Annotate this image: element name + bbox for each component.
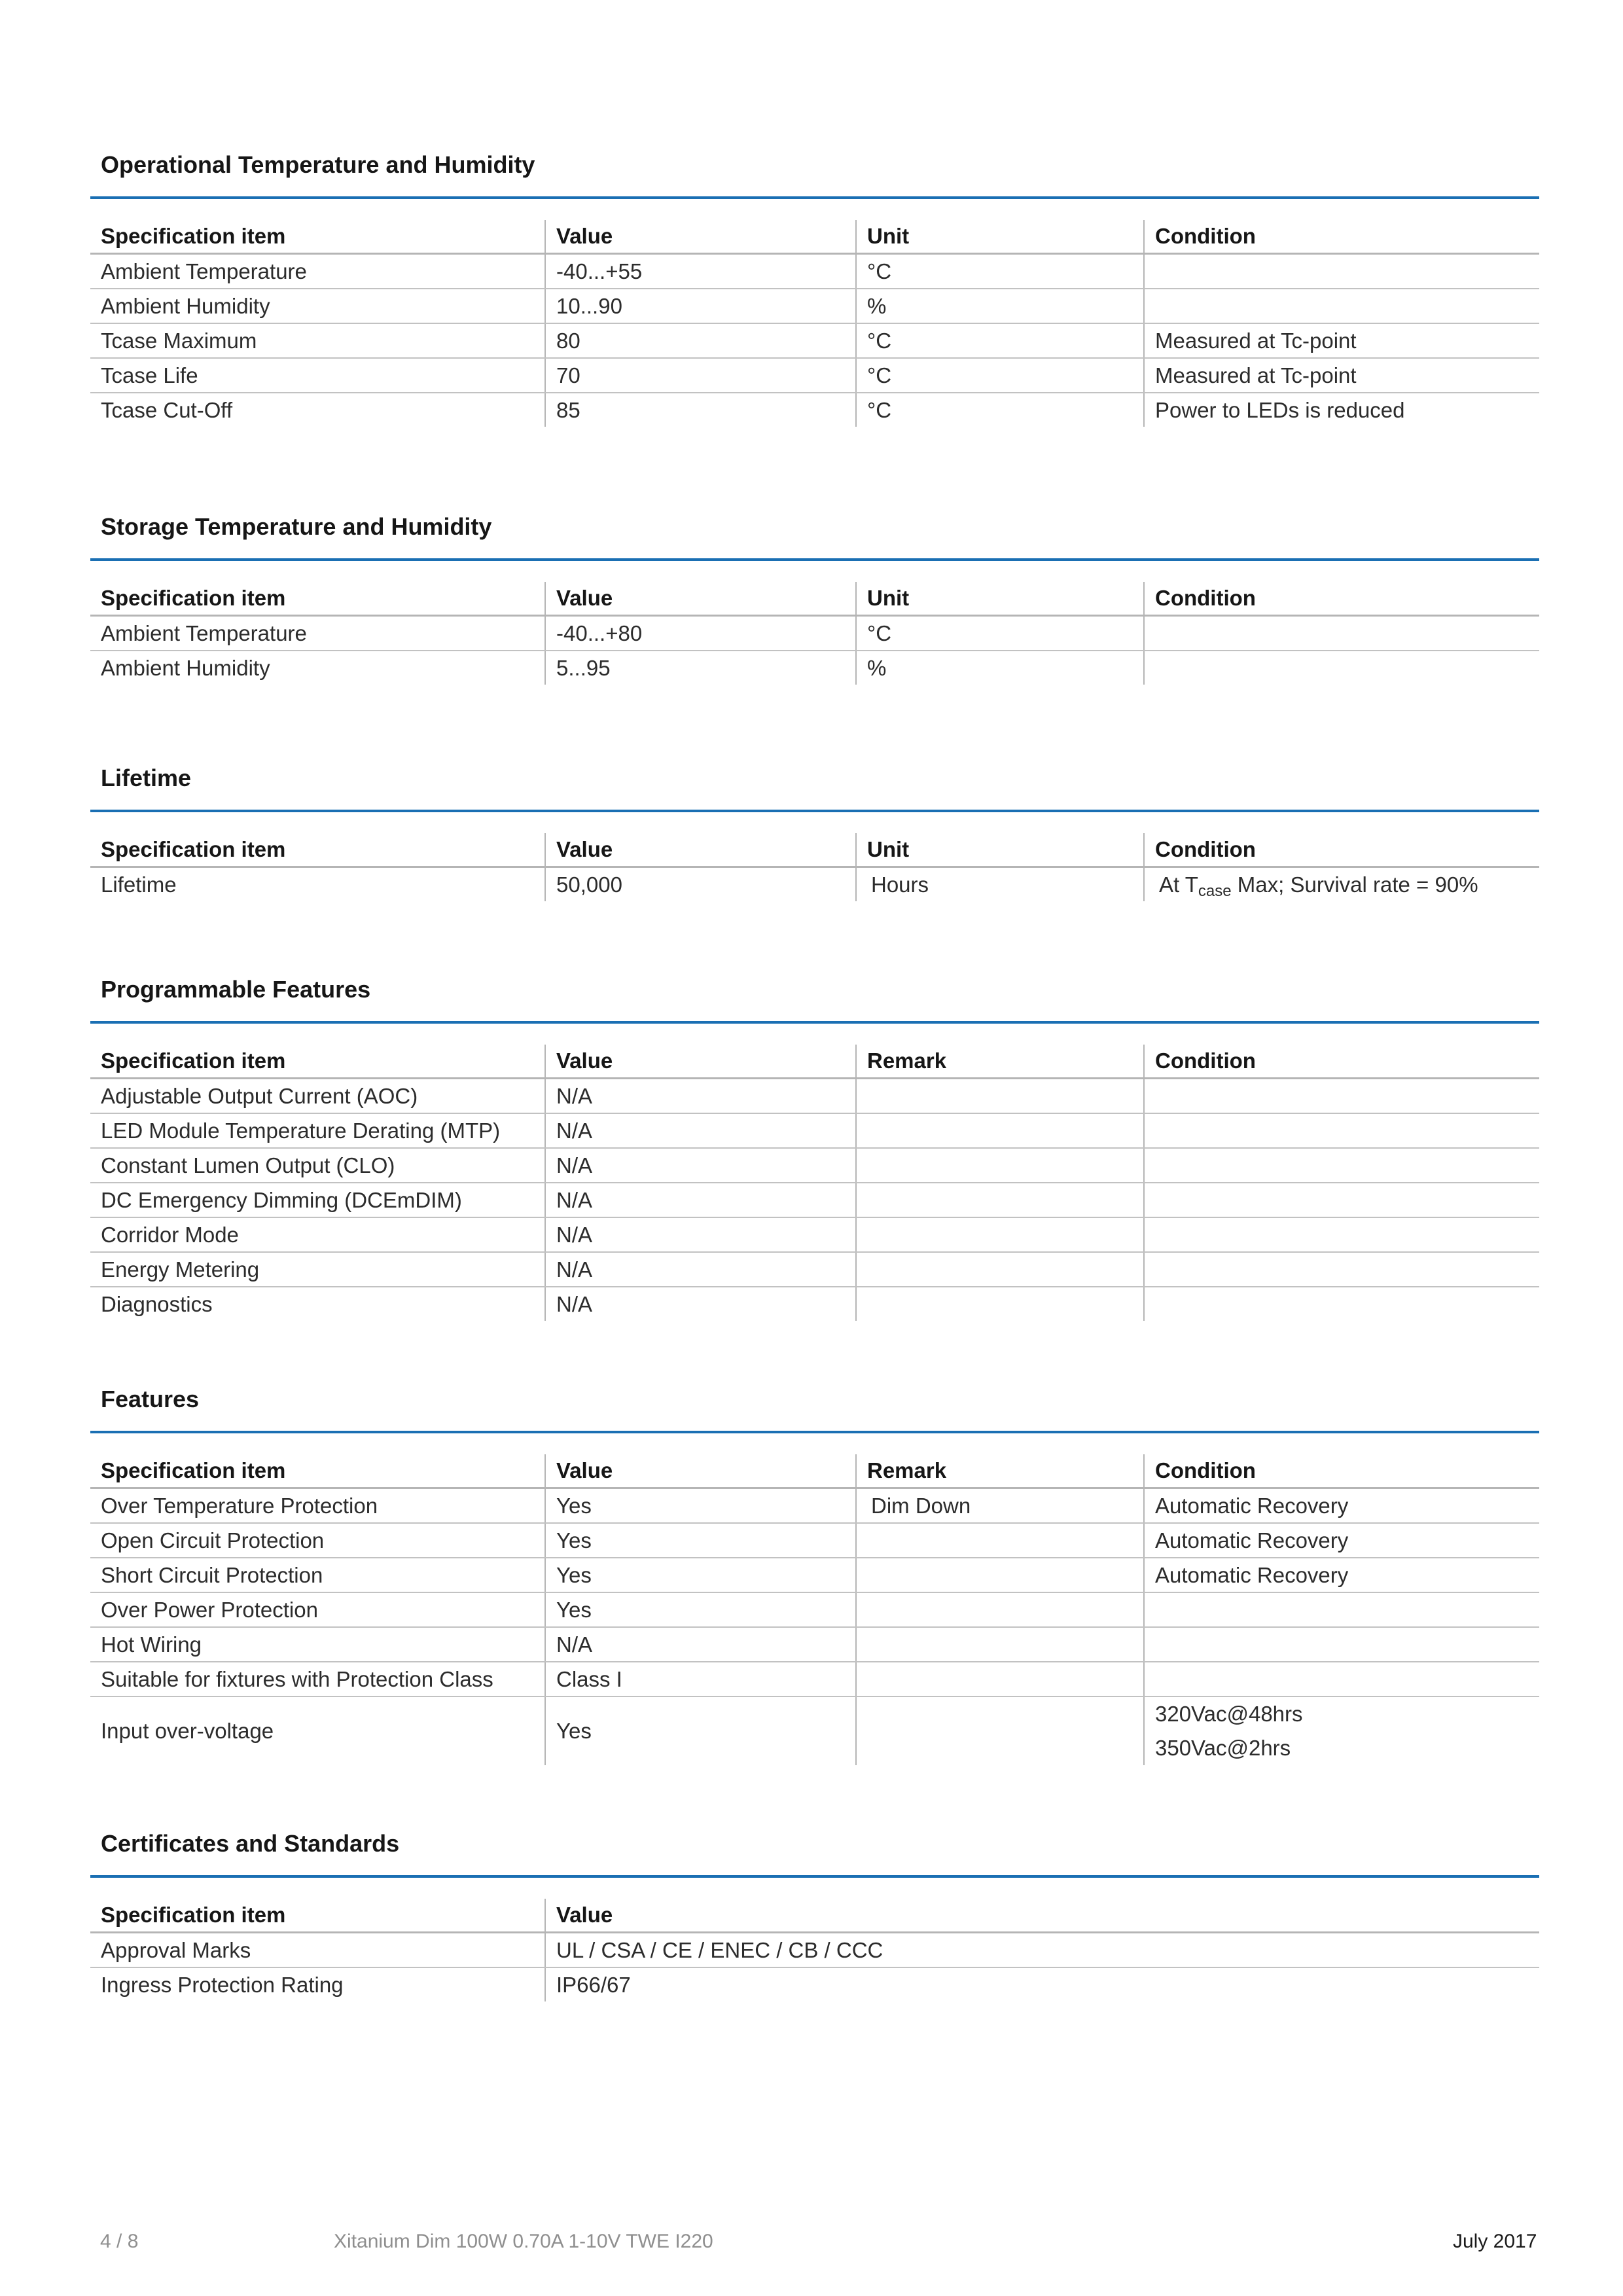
- spec-remark: [856, 1592, 1144, 1627]
- table-header-row: [90, 220, 1539, 254]
- spec-value: -40...+80: [545, 616, 856, 651]
- column-header: Unit: [856, 833, 1144, 867]
- column-header: Specification item: [90, 1899, 545, 1933]
- table-header-row: [90, 1045, 1539, 1079]
- spec-condition: [1144, 254, 1539, 289]
- table-row: [90, 867, 1539, 902]
- spec-value: N/A: [545, 1287, 856, 1321]
- spec-value: 50,000: [545, 867, 856, 902]
- certificates-table: [90, 1899, 1539, 2001]
- spec-unit: %: [856, 289, 1144, 323]
- column-header: Condition: [1144, 833, 1539, 867]
- column-header: Specification item: [90, 833, 545, 867]
- lifetime-table: [90, 833, 1539, 901]
- spec-remark: Dim Down: [856, 1488, 1144, 1524]
- operational-table: [90, 220, 1539, 427]
- section-divider: [90, 1875, 1539, 1878]
- spec-value: 70: [545, 358, 856, 393]
- column-header: Value: [545, 1454, 856, 1488]
- condition-suffix: Max; Survival rate = 90%: [1231, 872, 1478, 897]
- spec-item: Ambient Humidity: [101, 655, 270, 680]
- table-row: [90, 1523, 1539, 1558]
- table-row: [90, 1662, 1539, 1696]
- spec-unit: °C: [856, 393, 1144, 427]
- section-title: Lifetime: [101, 764, 192, 791]
- spec-remark: [856, 1113, 1144, 1148]
- spec-item: Lifetime: [101, 872, 177, 897]
- spec-value: UL / CSA / CE / ENEC / CB / CCC: [545, 1933, 1539, 1968]
- spec-value: N/A: [545, 1148, 856, 1183]
- table-row: [90, 1113, 1539, 1148]
- spec-item: Over Power Protection: [90, 1592, 545, 1627]
- table-row: [90, 1558, 1539, 1592]
- spec-item: Ambient Humidity: [90, 289, 545, 323]
- table-row: [90, 393, 1539, 427]
- spec-item: Tcase Maximum: [90, 323, 545, 358]
- spec-item: Ambient Temperature: [90, 616, 545, 651]
- table-row: [90, 289, 1539, 323]
- table-header-row: [90, 1899, 1539, 1933]
- storage-table: [90, 582, 1539, 685]
- table-row: [90, 1252, 1539, 1287]
- spec-condition: [1144, 1183, 1539, 1217]
- spec-item: Input over-voltage: [101, 1719, 274, 1743]
- table-row: [90, 358, 1539, 393]
- condition-prefix: At T: [1159, 872, 1198, 897]
- spec-condition: [1144, 616, 1539, 651]
- spec-value: Class I: [545, 1662, 856, 1696]
- features-table: [90, 1454, 1539, 1765]
- section-divider: [90, 1021, 1539, 1024]
- spec-item: DC Emergency Dimming (DCEmDIM): [90, 1183, 545, 1217]
- section-title: Features: [101, 1386, 200, 1412]
- table-row: [90, 1627, 1539, 1662]
- spec-value: Yes: [545, 1696, 856, 1765]
- table-row: [90, 616, 1539, 651]
- spec-item: Diagnostics: [101, 1291, 213, 1316]
- column-header: Unit: [856, 582, 1144, 616]
- spec-remark: [856, 1287, 1144, 1321]
- condition-line: 320Vac@48hrs: [1155, 1702, 1303, 1726]
- spec-unit: °C: [856, 323, 1144, 358]
- spec-item: Ambient Temperature: [90, 254, 545, 289]
- table-header-row: [90, 582, 1539, 616]
- spec-unit: Hours: [856, 867, 1144, 902]
- column-header: Value: [545, 220, 856, 254]
- spec-condition: Automatic Recovery: [1144, 1523, 1539, 1558]
- spec-remark: [856, 1558, 1144, 1592]
- spec-item: Short Circuit Protection: [90, 1558, 545, 1592]
- table-header-row: [90, 833, 1539, 867]
- spec-condition: [1144, 867, 1539, 902]
- document-date: July 2017: [1453, 2231, 1537, 2252]
- spec-unit: °C: [856, 254, 1144, 289]
- section-divider: [90, 196, 1539, 199]
- table-row: [90, 1592, 1539, 1627]
- product-name: Xitanium Dim 100W 0.70A 1-10V TWE I220: [334, 2231, 713, 2252]
- table-row: [90, 1967, 1539, 2001]
- spec-value: 85: [545, 393, 856, 427]
- spec-condition: [1144, 289, 1539, 323]
- table-row: [90, 1287, 1539, 1321]
- spec-item: Energy Metering: [90, 1252, 545, 1287]
- spec-remark: [856, 1217, 1144, 1252]
- spec-value: N/A: [545, 1113, 856, 1148]
- table-row: [90, 1217, 1539, 1252]
- spec-remark: [856, 1079, 1144, 1114]
- spec-condition: [1144, 651, 1539, 685]
- spec-unit: °C: [856, 358, 1144, 393]
- column-header: Condition: [1144, 1045, 1539, 1079]
- spec-condition: [1144, 1113, 1539, 1148]
- table-row: [90, 1696, 1539, 1765]
- column-header: Unit: [856, 220, 1144, 254]
- spec-value: 80: [545, 323, 856, 358]
- column-header: Value: [545, 1899, 1539, 1933]
- table-header-row: [90, 1454, 1539, 1488]
- table-row: [90, 1933, 1539, 1968]
- table-row: [90, 1079, 1539, 1114]
- spec-value: Yes: [545, 1488, 856, 1524]
- column-header: Value: [545, 582, 856, 616]
- spec-remark: [856, 1627, 1144, 1662]
- spec-condition: [1144, 1217, 1539, 1252]
- spec-remark: [856, 1696, 1144, 1765]
- spec-unit: °C: [856, 616, 1144, 651]
- spec-item: LED Module Temperature Derating (MTP): [90, 1113, 545, 1148]
- table-row: [90, 1148, 1539, 1183]
- spec-value: Yes: [545, 1558, 856, 1592]
- section-divider: [90, 558, 1539, 561]
- spec-item: Over Temperature Protection: [90, 1488, 545, 1524]
- spec-condition: [1144, 1252, 1539, 1287]
- section-divider: [90, 1431, 1539, 1433]
- section-divider: [90, 810, 1539, 812]
- spec-value: N/A: [545, 1627, 856, 1662]
- spec-value: -40...+55: [545, 254, 856, 289]
- spec-condition: [1144, 1287, 1539, 1321]
- section-title: Storage Temperature and Humidity: [101, 513, 492, 540]
- section-title: Certificates and Standards: [101, 1830, 400, 1857]
- page-number: 4 / 8: [100, 2231, 139, 2252]
- spec-remark: [856, 1148, 1144, 1183]
- spec-item: Constant Lumen Output (CLO): [90, 1148, 545, 1183]
- column-header: Specification item: [90, 1045, 545, 1079]
- column-header: Condition: [1144, 582, 1539, 616]
- column-header: Value: [545, 1045, 856, 1079]
- spec-unit: %: [856, 651, 1144, 685]
- column-header: Remark: [856, 1045, 1144, 1079]
- spec-condition: Power to LEDs is reduced: [1144, 393, 1539, 427]
- column-header: Specification item: [90, 220, 545, 254]
- spec-value: Yes: [545, 1523, 856, 1558]
- table-row: [90, 1183, 1539, 1217]
- spec-condition: Automatic Recovery: [1144, 1558, 1539, 1592]
- spec-value: N/A: [545, 1252, 856, 1287]
- spec-value: 10...90: [545, 289, 856, 323]
- column-header: Specification item: [90, 582, 545, 616]
- spec-condition: [1144, 1592, 1539, 1627]
- spec-item: Corridor Mode: [90, 1217, 545, 1252]
- spec-condition: Measured at Tc-point: [1144, 358, 1539, 393]
- spec-item: Tcase Cut-Off: [101, 397, 233, 422]
- spec-remark: [856, 1523, 1144, 1558]
- spec-item: Adjustable Output Current (AOC): [90, 1079, 545, 1114]
- section-title: Operational Temperature and Humidity: [101, 151, 535, 178]
- spec-value: N/A: [545, 1183, 856, 1217]
- spec-condition: [1144, 1148, 1539, 1183]
- spec-condition: [1144, 1079, 1539, 1114]
- spec-value: 5...95: [545, 651, 856, 685]
- table-row: [90, 323, 1539, 358]
- column-header: Condition: [1144, 1454, 1539, 1488]
- spec-value: N/A: [545, 1217, 856, 1252]
- spec-item: Tcase Life: [90, 358, 545, 393]
- condition-subscript: case: [1198, 882, 1232, 900]
- table-row: [90, 254, 1539, 289]
- spec-item: Suitable for fixtures with Protection Class: [90, 1662, 545, 1696]
- spec-value: Yes: [545, 1592, 856, 1627]
- spec-condition: [1144, 1696, 1539, 1765]
- spec-item: Open Circuit Protection: [90, 1523, 545, 1558]
- spec-item: Hot Wiring: [90, 1627, 545, 1662]
- spec-item: Approval Marks: [90, 1933, 545, 1968]
- spec-item: Ingress Protection Rating: [101, 1972, 344, 1997]
- spec-condition: Measured at Tc-point: [1144, 323, 1539, 358]
- spec-condition: Automatic Recovery: [1144, 1488, 1539, 1524]
- spec-value: N/A: [545, 1079, 856, 1114]
- column-header: Remark: [856, 1454, 1144, 1488]
- spec-condition: [1144, 1662, 1539, 1696]
- programmable-table: [90, 1045, 1539, 1321]
- table-row: [90, 1488, 1539, 1524]
- section-title: Programmable Features: [101, 976, 371, 1003]
- spec-remark: [856, 1252, 1144, 1287]
- spec-condition: [1144, 1627, 1539, 1662]
- column-header: Value: [545, 833, 856, 867]
- column-header: Specification item: [90, 1454, 545, 1488]
- table-row: [90, 651, 1539, 685]
- column-header: Condition: [1144, 220, 1539, 254]
- spec-value: IP66/67: [545, 1967, 1539, 2001]
- spec-remark: [856, 1662, 1144, 1696]
- condition-line: 350Vac@2hrs: [1155, 1736, 1291, 1760]
- spec-remark: [856, 1183, 1144, 1217]
